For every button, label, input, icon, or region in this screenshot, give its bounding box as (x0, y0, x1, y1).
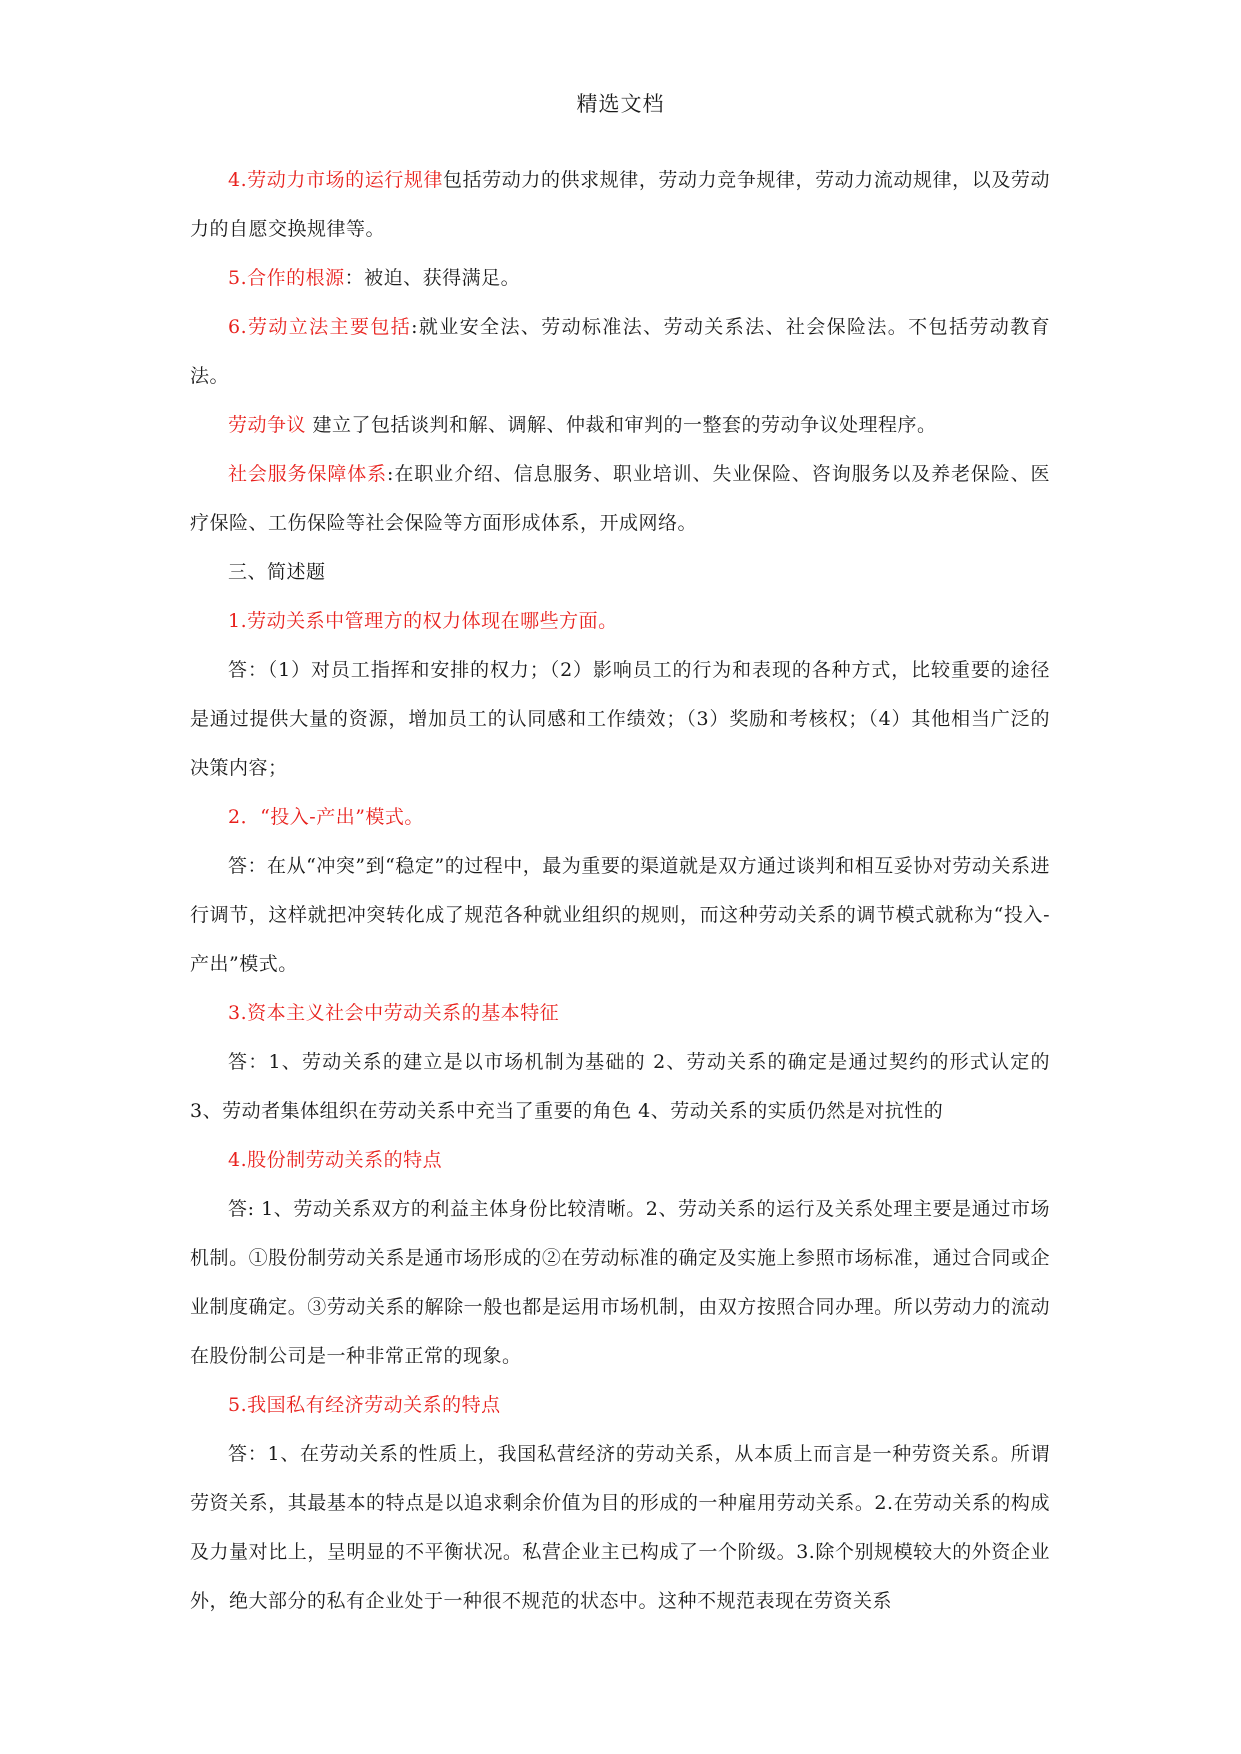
term-highlight: 5.合作的根源 (228, 267, 345, 289)
section-heading-short-answer (190, 548, 1050, 597)
question-3 (190, 989, 1050, 1038)
question-title: 1.劳动关系中管理方的权力体现在哪些方面。 (228, 610, 618, 632)
question-title: 5.我国私有经济劳动关系的特点 (228, 1394, 501, 1416)
paragraph-text: ：被迫、获得满足。 (344, 267, 521, 289)
answer-1 (190, 646, 1050, 793)
paragraph-social-service (190, 450, 1050, 548)
question-5 (190, 1381, 1050, 1430)
question-2 (190, 793, 1050, 842)
answer-text: 答：（1）对员工指挥和安排的权力；（2）影响员工的行为和表现的各种方式，比较重要的途径是通过提供大量的资源，增加员工的认同感和工作绩效；（3）奖励和考核权；（4）其他相当广泛的决策内容； (190, 659, 1050, 779)
answer-text: 答：1、劳动关系的建立是以市场机制为基础的 2、劳动关系的确定是通过契约的形式认定的 3、劳动者集体组织在劳动关系中充当了重要的角色 4、劳动关系的实质仍然是对抗性的 (190, 1051, 1050, 1122)
question-title: 4.股份制劳动关系的特点 (228, 1149, 443, 1171)
answer-2 (190, 842, 1050, 989)
page-header-title: 精选文档 (576, 92, 665, 116)
paragraph-text: 包括劳动力的供求规律，劳动力竞争规律，劳动力流动规律，以及劳动力的自愿交换规律等。 (190, 169, 1050, 240)
paragraph-text: :就业安全法、劳动标准法、劳动关系法、社会保险法。不包括劳动教育法。 (190, 316, 1050, 387)
term-highlight: 社会服务保障体系 (228, 463, 388, 485)
term-highlight: 4.劳动力市场的运行规律 (228, 169, 444, 191)
question-title: 2．“投入-产出”模式。 (228, 806, 424, 828)
paragraph-labor-legislation (190, 303, 1050, 401)
question-title: 3.资本主义社会中劳动关系的基本特征 (228, 1002, 560, 1024)
term-highlight: 劳动争议 (228, 414, 307, 436)
section-heading-text: 三、简述题 (228, 561, 326, 583)
answer-text: 答：1、在劳动关系的性质上，我国私营经济的劳动关系，从本质上而言是一种劳资关系。所谓劳资关系，其最基本的特点是以追求剩余价值为目的形成的一种雇用劳动关系。2.在劳动关系的构成及力量对比上，呈明显的不平衡状况。私营企业主已构成了一个阶级。3.除个别规模较大的外资企业外，绝大部分的私有企业处于一种很不规范的状态中。这种不规范表现在劳资关系 (190, 1443, 1050, 1612)
answer-4 (190, 1185, 1050, 1381)
term-highlight: 6.劳动立法主要包括 (228, 316, 412, 338)
answer-text: 答: 1、劳动关系双方的利益主体身份比较清晰。2、劳动关系的运行及关系处理主要是通过市场机制。①股份制劳动关系是通市场形成的②在劳动标准的确定及实施上参照市场标准，通过合同或企业制度确定。③劳动关系的解除一般也都是运用市场机制，由双方按照合同办理。所以劳动力的流动在股份制公司是一种非常正常的现象。 (190, 1198, 1050, 1367)
question-4 (190, 1136, 1050, 1185)
answer-5 (190, 1430, 1050, 1626)
paragraph-text: 建立了包括谈判和解、调解、仲裁和审判的一整套的劳动争议处理程序。 (306, 414, 937, 436)
paragraph-labor-dispute (190, 401, 1050, 450)
paragraph-cooperation-roots (190, 254, 1050, 303)
answer-text: 答：在从“冲突”到“稳定”的过程中，最为重要的渠道就是双方通过谈判和相互妥协对劳动关系进行调节，这样就把冲突转化成了规范各种就业组织的规则，而这种劳动关系的调节模式就称为“投入-产出”模式。 (190, 855, 1050, 975)
paragraph-labor-market-laws (190, 156, 1050, 254)
question-1 (190, 597, 1050, 646)
paragraph-text: :在职业介绍、信息服务、职业培训、失业保险、咨询服务以及养老保险、医疗保险、工伤保险等社会保险等方面形成体系，开成网络。 (190, 463, 1050, 534)
document-body (190, 156, 1050, 1626)
answer-3 (190, 1038, 1050, 1136)
